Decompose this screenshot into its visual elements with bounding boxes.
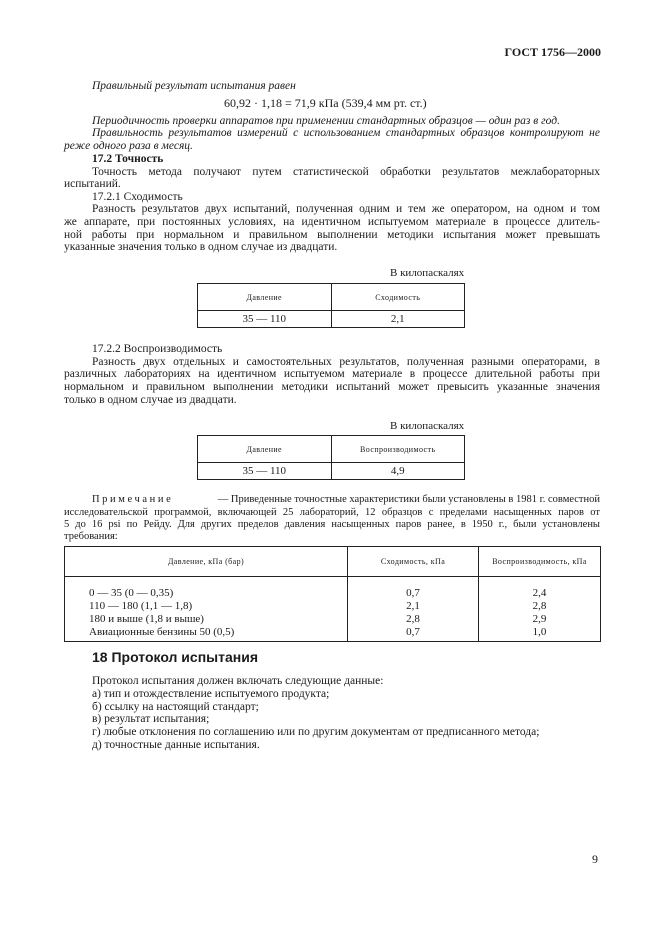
- table-cell-repeatability: 2,1: [331, 311, 465, 328]
- table-cell-reproducibility: 4,9: [331, 463, 465, 480]
- table-row: [65, 626, 601, 642]
- section-17-2-text-line2: испытаний.: [64, 178, 121, 190]
- section-17-2-2-line: только в одном случае из двадцати.: [64, 394, 237, 406]
- note-line: требования:: [64, 531, 118, 542]
- periodicity-text: Периодичность проверки аппаратов при применении стандартных образцов — один раз в год.: [92, 115, 560, 127]
- section-17-2-2-line: Разность двух отдельных и самостоятельных результатов, полученная разными операторами, в: [92, 356, 600, 368]
- table-cell-repeatability: 0,7: [348, 587, 479, 600]
- table-header-repeatability: Сходимость: [331, 284, 465, 311]
- precision-table: [64, 546, 601, 642]
- list-item: а) тип и отождествление испытуемого продукта;: [92, 688, 330, 700]
- table-row: [65, 613, 601, 626]
- note-first-line: [92, 493, 600, 506]
- table-cell-reproducibility: 2,9: [479, 613, 601, 626]
- correct-result-label: Правильный результат испытания равен: [92, 80, 296, 92]
- section-17-2-2-line: различных лабораториях на идентичном испытуемом материале в процессе длительной работы при: [64, 368, 600, 380]
- section-18-heading: 18 Протокол испытания: [92, 649, 258, 665]
- table-cell-reproducibility: 2,8: [479, 600, 601, 613]
- list-item: д) точностные данные испытания.: [92, 739, 260, 751]
- table-cell-repeatability: 0,7: [348, 626, 479, 642]
- page-number: 9: [592, 852, 598, 866]
- section-17-2-1-line: же аппарате, при постоянных условиях, на идентичном испытуемом материале в процессе длитель-: [64, 216, 600, 228]
- accuracy-text-line2: реже одного раза в месяц.: [64, 140, 193, 152]
- section-17-2-1-line: Разность результатов двух испытаний, полученная одним и тем же оператором, на одном и том: [92, 203, 600, 215]
- table-cell-reproducibility: 2,4: [479, 587, 601, 600]
- table-cell-reproducibility: 1,0: [479, 626, 601, 642]
- note-label: Примечание: [92, 494, 174, 505]
- table-header-pressure: Давление: [198, 284, 332, 311]
- table-cell-pressure: 180 и выше (1,8 и выше): [65, 613, 348, 626]
- list-item: б) ссылку на настоящий стандарт;: [92, 701, 259, 713]
- table-header-pressure: Давление, кПа (бар): [65, 547, 348, 577]
- section-17-2-text-line1: Точность метода получают путем статистической обработки результатов межлабораторных: [92, 166, 600, 178]
- repeatability-table: [197, 283, 465, 328]
- section-18-intro: Протокол испытания должен включать следующие данные:: [92, 675, 384, 687]
- table-cell-pressure: Авиационные бензины 50 (0,5): [65, 626, 348, 642]
- table-header-reproducibility: Воспроизводимость: [331, 436, 465, 463]
- table-cell-pressure: 110 — 180 (1,1 — 1,8): [65, 600, 348, 613]
- section-17-2-heading: 17.2 Точность: [92, 153, 164, 165]
- list-item: г) любые отклонения по соглашению или по другим документам от предписанного метода;: [92, 726, 540, 738]
- table-header-repeatability: Сходимость, кПа: [348, 547, 479, 577]
- table-row: [65, 600, 601, 613]
- section-17-2-1-heading: 17.2.1 Сходимость: [92, 191, 183, 203]
- table-cell-pressure: 35 — 110: [198, 311, 332, 328]
- units-label: В килопаскалях: [390, 420, 465, 432]
- units-label: В килопаскалях: [390, 267, 465, 279]
- note-line: 5 до 16 psi по Рейду. Для других пределов давления насыщенных паров ранее, в 1950 г., были установлены: [64, 519, 600, 530]
- section-17-2-2-heading: 17.2.2 Воспроизводимость: [92, 343, 223, 355]
- table-cell-repeatability: 2,8: [348, 613, 479, 626]
- list-item: в) результат испытания;: [92, 713, 210, 725]
- table-cell-pressure: 0 — 35 (0 — 0,35): [65, 587, 348, 600]
- document-id: ГОСТ 1756—2000: [504, 45, 601, 59]
- section-17-2-1-line: ной работы при нормальном и правильном выполнении методики испытания может превышать: [64, 229, 600, 241]
- result-formula: 60,92 · 1,18 = 71,9 кПа (539,4 мм рт. ст.): [224, 96, 427, 110]
- note-text: — Приведенные точностные характеристики были установлены в 1981 г. совместной: [217, 494, 600, 505]
- table-row: [65, 587, 601, 600]
- section-17-2-2-line: нормальном и правильном выполнении методики испытаний может превысить указанные значения: [64, 381, 600, 393]
- note-line: исследовательской программой, включающей 25 лабораторий, 12 образцов с пределами насыщенных паров от: [64, 507, 600, 518]
- table-header-reproducibility: Воспроизводимость, кПа: [479, 547, 601, 577]
- section-17-2-1-line: указанные значения только в одном случае из двадцати.: [64, 241, 338, 253]
- accuracy-text-line1: Правильность результатов измерений с использованием стандартных образцов контролируют не: [92, 127, 600, 139]
- table-header-pressure: Давление: [198, 436, 332, 463]
- reproducibility-table: [197, 435, 465, 480]
- table-cell-repeatability: 2,1: [348, 600, 479, 613]
- table-cell-pressure: 35 — 110: [198, 463, 332, 480]
